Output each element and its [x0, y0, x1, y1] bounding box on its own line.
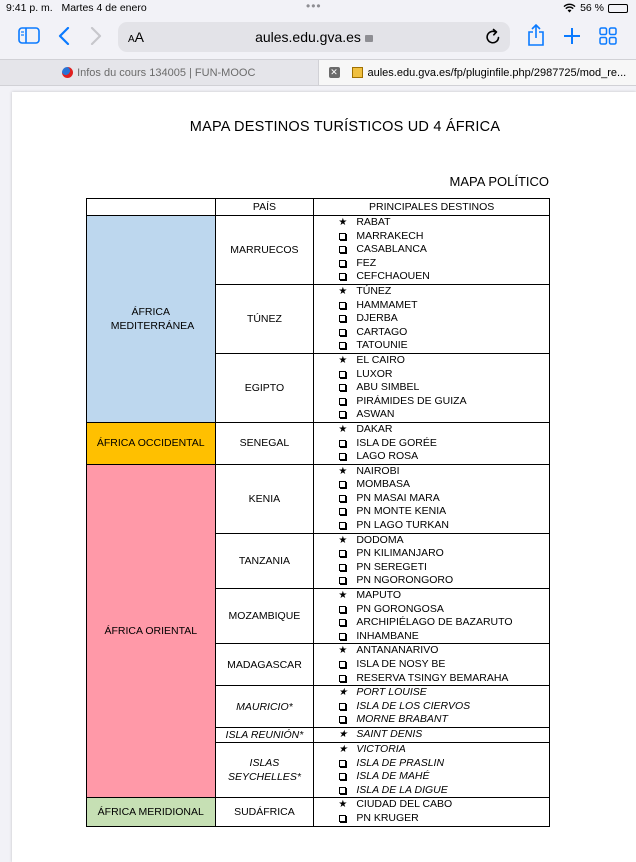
destinations-cell — [314, 644, 550, 686]
destination-item — [338, 743, 549, 757]
destination-item — [338, 437, 549, 451]
document-title: MAPA DESTINOS TURÍSTICOS UD 4 ÁFRICA — [12, 119, 636, 135]
destinations-cell — [314, 742, 550, 797]
table-row — [87, 422, 550, 464]
document-page — [12, 92, 636, 862]
destination-item — [338, 423, 549, 437]
status-time: 9:41 p. m. Martes 4 de enero — [6, 2, 147, 14]
destination-item — [338, 492, 549, 506]
close-tab-icon[interactable]: ✕ — [329, 67, 340, 78]
destination-item — [338, 450, 549, 464]
destination-item — [338, 395, 549, 409]
table-row — [87, 798, 550, 826]
destination-item — [338, 519, 549, 533]
destination-item — [338, 465, 549, 479]
star-icon: ★ — [338, 589, 347, 603]
checkbox-icon — [339, 550, 346, 557]
destination-item — [338, 561, 549, 575]
destination-item — [338, 700, 549, 714]
checkbox-icon — [339, 398, 346, 405]
checkbox-icon — [339, 371, 346, 378]
star-icon: ★ — [338, 798, 347, 812]
destination-label: RESERVA TSINGY BEMARAHA — [356, 672, 508, 684]
destination-item — [338, 257, 549, 271]
checkbox-icon — [339, 384, 346, 391]
destinations-cell — [314, 589, 550, 644]
destination-item — [338, 505, 549, 519]
destination-label: ARCHIPIÉLAGO DE BAZARUTO — [356, 616, 512, 628]
destination-item — [338, 713, 549, 727]
header-country: PAÍS — [215, 199, 314, 216]
header-destinations: PRINCIPALES DESTINOS — [314, 199, 550, 216]
destination-item — [338, 312, 549, 326]
destination-label: SAINT DENIS — [356, 728, 422, 740]
checkbox-icon — [339, 633, 346, 640]
destination-item — [338, 270, 549, 284]
destinations-cell — [314, 422, 550, 464]
destination-label: FEZ — [356, 257, 376, 269]
destinations-cell — [314, 464, 550, 533]
star-icon: ★ — [338, 354, 347, 368]
destination-label: ISLA DE NOSY BE — [356, 658, 445, 670]
destination-label: ISLA DE LOS CIERVOS — [356, 700, 470, 712]
checkbox-icon — [339, 246, 346, 253]
destination-item — [338, 478, 549, 492]
destination-item — [338, 686, 549, 700]
destination-item — [338, 644, 549, 658]
destination-item — [338, 285, 549, 299]
destination-label: NAIROBI — [356, 465, 399, 477]
checkbox-icon — [339, 233, 346, 240]
checkbox-icon — [339, 481, 346, 488]
checkbox-icon — [339, 453, 346, 460]
country-cell: ISLA REUNIÓN* — [215, 727, 314, 742]
destination-item — [338, 230, 549, 244]
table-row — [87, 464, 550, 533]
checkbox-icon — [339, 675, 346, 682]
destination-label: DJERBA — [356, 312, 397, 324]
destination-label: TÚNEZ — [356, 285, 391, 297]
table-row — [87, 216, 550, 285]
region-label: ÁFRICA MEDITERRÁNEA — [111, 305, 191, 333]
checkbox-icon — [339, 342, 346, 349]
destination-label: PN LAGO TURKAN — [356, 519, 449, 531]
destinations-table — [86, 198, 550, 827]
battery-percent: 56 % — [580, 2, 604, 14]
multitask-dots-icon[interactable]: ••• — [306, 0, 322, 13]
tab-bar — [0, 59, 636, 86]
tab-title: aules.edu.gva.es/fp/pluginfile.php/2987725/mod_re... — [368, 67, 627, 79]
region-occidental: ÁFRICA OCCIDENTAL — [87, 422, 216, 464]
star-icon: ★ — [338, 743, 347, 757]
country-line2: SEYCHELLES* — [228, 771, 301, 783]
destination-label: MORNE BRABANT — [356, 713, 448, 725]
checkbox-icon — [339, 260, 346, 267]
destination-item — [338, 547, 549, 561]
destination-label: CASABLANCA — [356, 243, 427, 255]
destination-label: TATOUNIE — [356, 339, 407, 351]
status-date: Martes 4 de enero — [61, 2, 146, 14]
destination-label: DODOMA — [356, 534, 403, 546]
new-tab-icon[interactable] — [563, 27, 581, 45]
country-cell: TANZANIA — [215, 533, 314, 588]
destination-label: PN NGORONGORO — [356, 574, 453, 586]
destination-label: EL CAIRO — [356, 354, 405, 366]
destination-label: PN MASAI MARA — [356, 492, 439, 504]
checkbox-icon — [339, 302, 346, 309]
destination-item — [338, 381, 549, 395]
destination-label: ISLA DE MAHÉ — [356, 770, 429, 782]
sidebar-icon[interactable] — [18, 27, 40, 44]
destination-item — [338, 672, 549, 686]
country-cell: SENEGAL — [215, 422, 314, 464]
lock-icon — [365, 35, 373, 42]
star-icon: ★ — [338, 534, 347, 548]
destination-item — [338, 243, 549, 257]
forward-icon[interactable] — [90, 27, 102, 45]
document-favicon-icon — [352, 67, 363, 78]
destination-label: CARTAGO — [356, 326, 407, 338]
destination-item — [338, 216, 549, 230]
checkbox-icon — [339, 411, 346, 418]
destination-item — [338, 798, 549, 812]
destination-item — [338, 574, 549, 588]
destination-item — [338, 354, 549, 368]
country-cell: MAURICIO* — [215, 686, 314, 728]
destination-item — [338, 339, 549, 353]
destination-item — [338, 299, 549, 313]
checkbox-icon — [339, 508, 346, 515]
destination-label: CEFCHAOUEN — [356, 270, 430, 282]
star-icon: ★ — [338, 644, 347, 658]
destination-item — [338, 784, 549, 798]
destination-label: LUXOR — [356, 368, 392, 380]
fun-mooc-favicon-icon — [62, 67, 73, 78]
country-cell: SUDÁFRICA — [215, 798, 314, 826]
destination-item — [338, 812, 549, 826]
destination-label: ISLA DE PRASLIN — [356, 757, 444, 769]
destination-label: VICTORIA — [356, 743, 405, 755]
checkbox-icon — [339, 619, 346, 626]
star-icon: ★ — [338, 686, 347, 700]
star-icon: ★ — [338, 423, 347, 437]
destination-item — [338, 770, 549, 784]
checkbox-icon — [339, 787, 346, 794]
tab-fun-mooc[interactable] — [0, 60, 318, 85]
checkbox-icon — [339, 577, 346, 584]
checkbox-icon — [339, 760, 346, 767]
checkbox-icon — [339, 329, 346, 336]
star-icon: ★ — [338, 465, 347, 479]
tab-title: Infos du cours 134005 | FUN-MOOC — [77, 67, 255, 79]
destination-label: RABAT — [356, 216, 390, 228]
destination-item — [338, 630, 549, 644]
country-line1: ISLAS — [250, 757, 280, 769]
destination-label: PN KRUGER — [356, 812, 418, 824]
destination-item — [338, 368, 549, 382]
header-region — [87, 199, 216, 216]
checkbox-icon — [339, 606, 346, 613]
checkbox-icon — [339, 661, 346, 668]
checkbox-icon — [339, 315, 346, 322]
table-header-row — [87, 199, 550, 216]
destination-item — [338, 728, 549, 742]
checkbox-icon — [339, 773, 346, 780]
destination-item — [338, 757, 549, 771]
destinations-cell — [314, 798, 550, 826]
destination-label: PN SEREGETI — [356, 561, 427, 573]
destination-label: ANTANANARIVO — [356, 644, 438, 656]
checkbox-icon — [339, 273, 346, 280]
destination-label: MOMBASA — [356, 478, 410, 490]
destination-label: ISLA DE LA DIGUE — [356, 784, 447, 796]
document-subtitle: MAPA POLÍTICO — [450, 174, 549, 189]
destination-label: ISLA DE GORÉE — [356, 437, 437, 449]
destinations-cell — [314, 533, 550, 588]
destination-item — [338, 658, 549, 672]
checkbox-icon — [339, 564, 346, 571]
reader-aa-button[interactable]: AA — [128, 29, 144, 45]
checkbox-icon — [339, 440, 346, 447]
destination-item — [338, 408, 549, 422]
destination-label: PN GORONGOSA — [356, 603, 444, 615]
browser-toolbar — [0, 18, 636, 58]
destination-label: INHAMBANE — [356, 630, 418, 642]
destination-label: PIRÁMIDES DE GUIZA — [356, 395, 466, 407]
star-icon: ★ — [338, 728, 347, 742]
destination-label: PN KILIMANJARO — [356, 547, 444, 559]
status-right — [563, 2, 628, 14]
battery-icon — [608, 4, 628, 13]
tab-pluginfile[interactable] — [318, 60, 636, 85]
wifi-icon — [563, 3, 576, 13]
star-icon: ★ — [338, 216, 347, 230]
destination-label: ABU SIMBEL — [356, 381, 419, 393]
country-cell: MADAGASCAR — [215, 644, 314, 686]
destinations-cell — [314, 284, 550, 353]
country-cell: MOZAMBIQUE — [215, 589, 314, 644]
checkbox-icon — [339, 703, 346, 710]
destination-label: HAMMAMET — [356, 299, 417, 311]
country-cell: TÚNEZ — [215, 284, 314, 353]
star-icon: ★ — [338, 285, 347, 299]
checkbox-icon — [339, 522, 346, 529]
destination-label: PN MONTE KENIA — [356, 505, 446, 517]
address-host: aules.edu.gva.es — [118, 29, 510, 45]
country-cell: KENIA — [215, 464, 314, 533]
country-cell: MARRUECOS — [215, 216, 314, 285]
country-cell: EGIPTO — [215, 353, 314, 422]
destination-label: ASWAN — [356, 408, 394, 420]
country-cell — [215, 742, 314, 797]
region-mediterranea — [87, 216, 216, 423]
destination-label: CIUDAD DEL CABO — [356, 798, 452, 810]
destination-item — [338, 616, 549, 630]
region-meridional: ÁFRICA MERIDIONAL — [87, 798, 216, 826]
destinations-cell — [314, 216, 550, 285]
checkbox-icon — [339, 716, 346, 723]
destination-label: PORT LOUISE — [356, 686, 426, 698]
checkbox-icon — [339, 495, 346, 502]
tab-overview-icon[interactable] — [599, 27, 617, 45]
destination-item — [338, 534, 549, 548]
status-bar — [0, 0, 636, 18]
destination-label: DAKAR — [356, 423, 392, 435]
tab-label-wrap — [352, 67, 627, 79]
destination-item — [338, 326, 549, 340]
address-bar[interactable] — [118, 22, 510, 52]
share-icon[interactable] — [527, 24, 545, 46]
destination-item — [338, 603, 549, 617]
region-oriental: ÁFRICA ORIENTAL — [87, 464, 216, 798]
destination-item — [338, 589, 549, 603]
destination-label: LAGO ROSA — [356, 450, 418, 462]
back-icon[interactable] — [58, 27, 70, 45]
destinations-cell — [314, 353, 550, 422]
reload-icon[interactable] — [485, 28, 501, 45]
destinations-cell — [314, 686, 550, 728]
document-viewer[interactable] — [0, 86, 636, 848]
destination-label: MAPUTO — [356, 589, 401, 601]
destination-label: MARRAKECH — [356, 230, 423, 242]
checkbox-icon — [339, 815, 346, 822]
destinations-cell — [314, 727, 550, 742]
